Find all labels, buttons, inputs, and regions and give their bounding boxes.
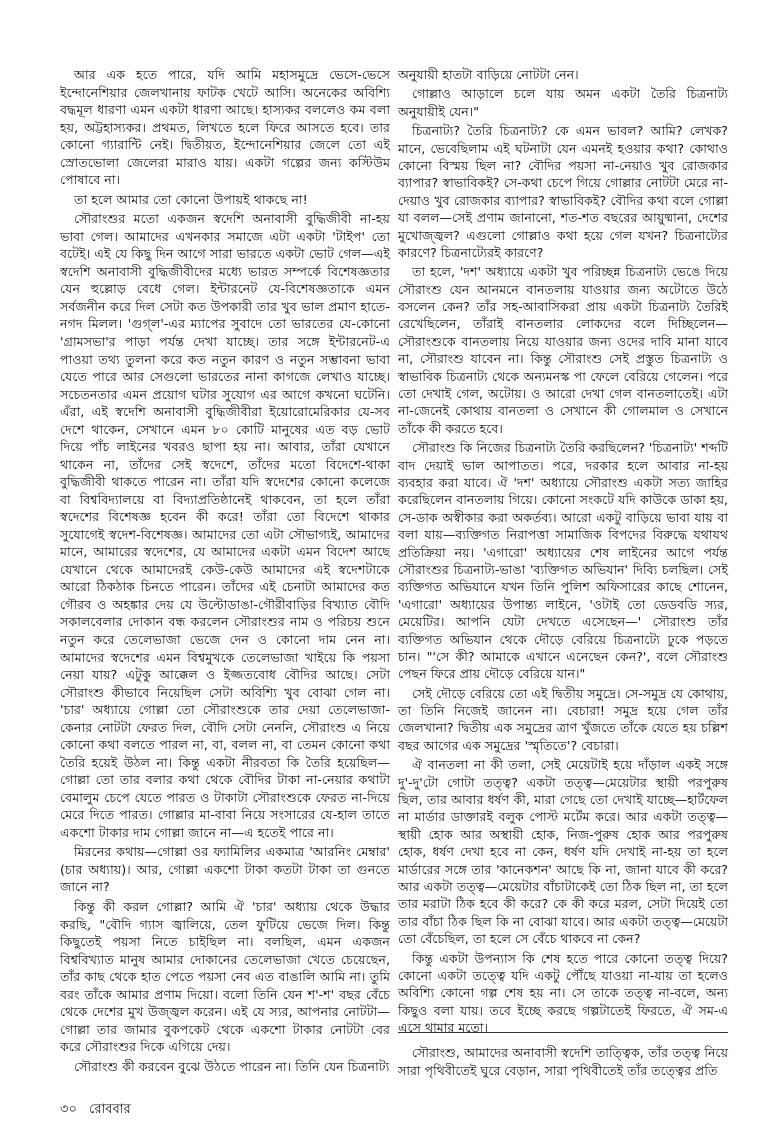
paragraph: কিন্তু একটা উপন্যাস কি শেষ হতে পারে কোনো তত্ত্ব দিয়ে? কোনো একটা তত্ত্বে যদি একটু পৌঁছে যাওয়া না-যায় তা হলেও অবিশ্যি কোনো গল্প শেষ হয় না। সে তাকে তত্ত্ব না-বলে, অন্য কিছুও বলা যায়। তবে ইচ্ছে করছে গল্পটাতেই ফিরতে, ঐ সম-এ এসে থামার মতো। — [398, 950, 728, 1036]
left-column — [60, 66, 390, 1077]
paragraph: সৌরাংশুর মতো একজন স্বদেশি অনাবাসী বুদ্ধিজীবী না-হয় ভাবা গেল। আমাদের এখনকার সমাজে এটা একটা 'টাইপ' তো বটেই। এই যে কিছু দিন আগে সারা ভারতে একটা ভোট গেল—এই স্বদেশি অনাবাসী বুদ্ধিজীবীদের মধ্যে ভারত সম্পর্কে বিশেষজ্ঞতার যেন হুল্লোড় বেধে গেল। ইন্টারনেট যে-বিশেষজ্ঞতাকে এমন সর্বজনীন করে দিল সেটা কত উপকারী তার খুব ভাল প্রমাণ হাতে-নগদ মিলল। 'গুগ্‌ল'-এর ম্যাপের সুবাদে তো ভারতের যে-কোনো 'গ্রামসভা'র পাড়া পর্যন্ত দেখা যাচ্ছে। তার সঙ্গে ইন্টারনেট-এ পাওয়া তথ্য তুলনা করে কত নতুন কারণ ও নতুন সম্ভাবনা ভাবা যেতে পারে আর সেগুলো ভারতের নানা কাগজে লেখাও যাচ্ছে। সচেতনতার এমন প্রয়োগ ঘটার সুযোগ এর আগে কখনো ঘটেনি। এঁরা, এই স্বদেশি অনাবাসী বুদ্ধিজীবীরা ইয়োরোমেরিকার যে-সব দেশে থাকেন, সেখানে এমন ৮০ কোটি মানুষের এত বড় ভোট দিয়ে পাঁচ লাইনের খবরও ছাপা হয় না। আবার, তাঁরা যেখানে থাকেন না, তাঁদের সেই স্বদেশে, তাঁদের মতো বিদেশে-থাকা বুদ্ধিজীবী থাকতে পারেন না। তাঁরা যদি স্বদেশের কোনো কলেজে বা বিশ্ববিদ্যালয়ে বা বিদ্যাপ্রতিষ্ঠানেই থাকবেন, তা হলে তাঁরা স্বদেশের বিশেষজ্ঞ হবেন কী করে! তাঁরা তো বিদেশে থাকার সুযোগেই স্বদেশ-বিশেষজ্ঞ। আমাদের তো এটা সৌভাগ্যই, আমাদের মানে, আমারের স্বদেশের, যে আমাদের একটা এমন বিদেশ আছে যেখানে থেকে আমাদেরই কেউ-কেউ আমাদের এই স্বদেশটাকে আরো ঠিকঠাক চিনতে পারেন। তাঁদের এই চেনাটা আমাদের কত গৌরব ও অহঙ্কার দেয় যে উল্টোডাঙা-গৌরীবাড়ির বিখ্যাত বৌদি সকালবেলার দোকান বন্ধ করলেন সৌরাংশুর নাম ও পরিচয় শুনে নতুন করে তেলেভাজা ভেজে দেন ও কোনো দাম নেন না। আমাদের স্বদেশের এমন বিশ্বমুখকে তেলেভাজা খাইয়ে কি পয়সা নেয়া যায়? এটুকু আক্কেল ও ইজ্জতবোধ বৌদির আছে। সেটা সৌরাংশু কীভাবে নিয়েছিল সেটা অবিশ্যি খুব বোঝা গেল না। 'চার' অধ্যায়ে গোল্লা তো সৌরাংশুকে তার দেয়া তেলেভাজা-কেনার নোটটা ফেরত দিল, বৌদি সেটা নেননি, সৌরাংশু এ নিয়ে কোনো কথা বলতে পারল না, বা, বলল না, বা তেমন কোনো কথা তৈরি হয়েই উঠল না। কিন্তু একটা নীরবতা কি তৈরি হয়েছিল—গোল্লা তো তার বলার কথা থেকে বৌদির টাকা না-নেয়ার কথাটা বেমালুম চেপে যেতে পারত ও টাকাটা সৌরাংশুকে ফেরত না-দিয়ে মেরে দিতে পারত। গোল্লার মা-বাবা নিয়ে সংসারের যে-হাল তাতে একশো টাকার দাম গোল্লা জানে না—এ হতেই পারে না। — [60, 211, 390, 840]
paragraph: আর এক হতে পারে, যদি আমি মহাসমুদ্রে ভেসে-ভেসে ইন্দোনেশিয়ার জেলখানায় ফাটক খেটে আসি। অনেকের অবিশ্যি বদ্ধমূল ধারণা এমন একটা ধারণা আছে। হাস্যকর বললেও কম বলা হয়, অট্টহাস্যকর। প্রথমত, লিখতে হলে ফিরে আসতে হবে। তার কোনো গ্যারান্টি নেই। দ্বিতীয়ত, ইন্দোনেশিয়ার জেলে তো এই স্রোতভোলা জেলেরা মারাও যায়। একটা গল্পের জন্য কস্টিউম পোষাবে না। — [60, 67, 390, 188]
paragraph: অনুযায়ী হাতটা বাড়িয়ে নোটটা নেন। — [398, 67, 579, 82]
paragraph: চিত্রনাট্য? তৈরি চিত্রনাট্য? কে এমন ভাবল? আমি? লেখক? মানে, ভেবেছিলাম এই ঘটনাটা যেন এমনই হওয়ার কথা? কোথাও কোনো বিস্ময় ছিল না? বৌদির পয়সা না-নেয়াও খুব রোজকার ব্যাপার? স্বাভাবিকই? সে-কথা চেপে গিয়ে গোল্লার নোটটা মেরে না-দেয়াও খুব রোজকার ব্যাপার? স্বাভাবিকই? বৌদির কথা বলে গোল্লা যা বলল—সেই প্রণাম জানানো, শত-শত বছরের আয়ুষ্মানা, দেশের মুখোজ্জ্বল? এগুলো গোল্লাও কথা হয়ে গেল যখন? চিত্রনাট্যের কারণে? চিত্রনাট্যেরই কারণে? — [398, 123, 728, 260]
page-number: ৩০ — [60, 1102, 77, 1117]
paragraph: সৌরাংশু কি নিজের চিত্রনাট্য তৈরি করছিলেন? 'চিত্রনাট্য' শব্দটি বাদ দেয়াই ভাল আপাতত। পরে, দরকার হলে আবার না-হয় ব্যবহার করা যাবে। ঐ 'দশ' অধ্যায়ে সৌরাংশু একটা সত্য জাহির করেছিলেন বানতলায় গিয়ে। কোনো সংকটে যদি কাউকে ডাকা হয়, সে-ডাক অস্বীকার করা অকর্তব্য। আরো একটু বাড়িয়ে ভাবা যায় বা বলা যায়—ব্যক্তিগত নিরাপত্তা সামাজিক বিপদের বিরুদ্ধে যথাযথ প্রতিক্রিয়া নয়। 'এগারো' অধ্যায়ের শেষ লাইনের আগে পর্যন্ত সৌরাংশুর চিত্রনাট্য-ভাঙা 'ব্যক্তিগত অভিযান' দিব্যি চলছিল। সেই ব্যক্তিগত অভিযানে যখন তিনি পুলিশ অফিসারের কাছে শোনেন, 'এগারো' অধ্যায়ের উপান্ত্য লাইনে, 'ওটাই তো ডেডবডি স্যর, মেয়েটির। আপনি যেটা দেখতে এসেছেন—' সৌরাংশু তাঁর ব্যক্তিগত অভিযান থেকে দৌড়ে বেরিয়ে চিত্রনাট্যে ঢুকে পড়তে চান। "'সে কী? আমাকে এখানে এনেছেন কেন?', বলে সৌরাংশু পেছন ফিরে প্রায় দৌড়ে বেরিয়ে যান।" — [398, 440, 728, 682]
paragraph: গোল্লাও আড়ালে চলে যায় অমন একটা তৈরি চিত্রনাট্য অনুযায়ীই যেন।" — [398, 86, 728, 119]
paragraph: সৌরাংশু, আমাদের অনাবাসী স্বদেশি তাত্ত্বিক, তাঁর তত্ত্ব নিয়ে সারা পৃথিবীতেই ঘুরে বেড়ান, সারা পৃথিবীতেই তাঁর তত্ত্বের প্রতি — [398, 1045, 728, 1078]
paragraph: তা হলে, 'দশ' অধ্যায়ে একটা খুব পরিচ্ছন্ন চিত্রনাট্য ভেঙে দিয়ে সৌরাংশু যেন আনমনে বানতলায় যাওয়ার জন্য অটোতে উঠে বসলেন কেন? তাঁর সহ-আবাসিকরা প্রায় একটা চিত্রনাট্য তৈরিই রেখেছিলেন, তাঁরাই বানতলার লোকদের বলে দিচ্ছিলেন—সৌরাংশুকে বানতলায় নিয়ে যাওয়ার জন্য ওদের দাবি মানা যাবে না, সৌরাংশু যাবেন না। কিন্তু সৌরাংশু সেই প্রস্তুত চিত্রনাট্য ও স্বাভাবিক চিত্রনাট্য থেকে অন্যমনস্ক পা ফেলে বেরিয়ে গেলেন। পরে তো দেখাই গেল, অটোয়। ও আরো দেখা গেল বানতলাতেই। এটা না-জেনেই কোথায় বানতলা ও সেখানে কী গোলমাল ও সেখানে তাঁকে কী করতে হবে। — [398, 264, 728, 436]
paragraph: ঐ বানতলা না কী তলা, সেই মেয়েটাই হয়ে দাঁড়াল একই সঙ্গে দু'-দু'টো গোটা তত্ত্ব? একটা তত্ত্ব—মেয়েটার স্থায়ী পরপুরুষ ছিল, তার আবার ধর্ষণ কী, মারা গেছে তো দেখাই যাচ্ছে—হার্টফেল না মার্ডার ডাক্তারই বলুক পোস্ট মর্টেম করে। আর একটা তত্ত্ব—স্থায়ী হোক আর অস্থায়ী হোক, নিজ-পুরুষ হোক আর পরপুরুষ হোক, ধর্ষণ দেখা হবে না কেন, ধর্ষণ যদি দেখাই না-হয় তা হলে মার্ডারের সঙ্গে তার 'কানেকশন' আছে কি না, জানা যাবে কী করে? আর একটা তত্ত্ব—মেয়েটার বাঁচাটাকেই তো ঠিক ছিল না, তা হলে তার মরাটা ঠিক হবে কী করে? কে কী করে মরল, সেটা দিয়েই তো তার বাঁচা ঠিক ছিল কি না বোঝা যাবে। আর একটা তত্ত্ব—মেয়েটা তো বেঁচেছিল, তা হলে সে বেঁচে থাকবে না কেন? — [398, 757, 728, 947]
page-footer — [60, 1100, 139, 1121]
paragraph: মিরনের কথায়—গোল্লা ওর ফ্যামিলির একমাত্র 'আরনিং মেম্বার' (চার অধ্যায়)। আর, গোল্লা একশো টাকা কতটা টাকা তা গুনতে জানে না? — [60, 844, 390, 895]
paragraph: তা হলে আমার তো কোনো উপায়ই থাকছে না! — [74, 191, 308, 207]
paragraph: সেই দৌড়ে বেরিয়ে তো এই দ্বিতীয় সমুদ্রে। সে-সমুদ্র যে কোথায়, তা তিনি নিজেই জানেন না। বেচারা! সমুদ্র হয়ে গেল তাঁর জেলখানা? দ্বিতীয় এক সমুদ্রের ত্রাণ খুঁজতে তাঁকে যেতে হয় চল্লিশ বছর আগের এক সমুদ্রের 'স্মৃতিতে'? বেচারা। — [398, 685, 728, 753]
right-column — [398, 66, 728, 1081]
paragraph: সৌরাংশু কী করবেন বুঝে উঠতে পারেন না। তিনি যেন চিত্রনাট্য — [74, 1058, 390, 1074]
paragraph: কিন্তু কী করল গোল্লা? আমি ঐ 'চার' অধ্যায় থেকে উদ্ধার করছি, "বৌদি গ্যাস জ্বালিয়ে, তেল ফুটিয়ে ভেজে দিল। কিন্তু কিছুতেই পয়সা নিতে চাইছিল না। বলছিল, এমন একজন বিশ্ববিখ্যাত মানুষ আমার দোকানের তেলেভাজা খেতে চেয়েছেন, তাঁর কাছ থেকে হাত পেতে পয়সা নেব এত বাঙালি আমি না। তুমি বরং তাঁকে আমার প্রণাম দিয়ো। বলো তিনি যেন শ'-শ' বছর বেঁচে থেকে দেশের মুখ উজ্জ্বল করেন। এই যে স্যর, আপনার নোটটা—গোল্লা তার জামার বুকপকেট থেকে একশো টাকার নোটটা বের করে সৌরাংশুর দিকে এগিয়ে দেয়। — [60, 898, 390, 1055]
section-divider — [398, 1032, 728, 1033]
magazine-name: রোববার — [89, 1102, 131, 1117]
